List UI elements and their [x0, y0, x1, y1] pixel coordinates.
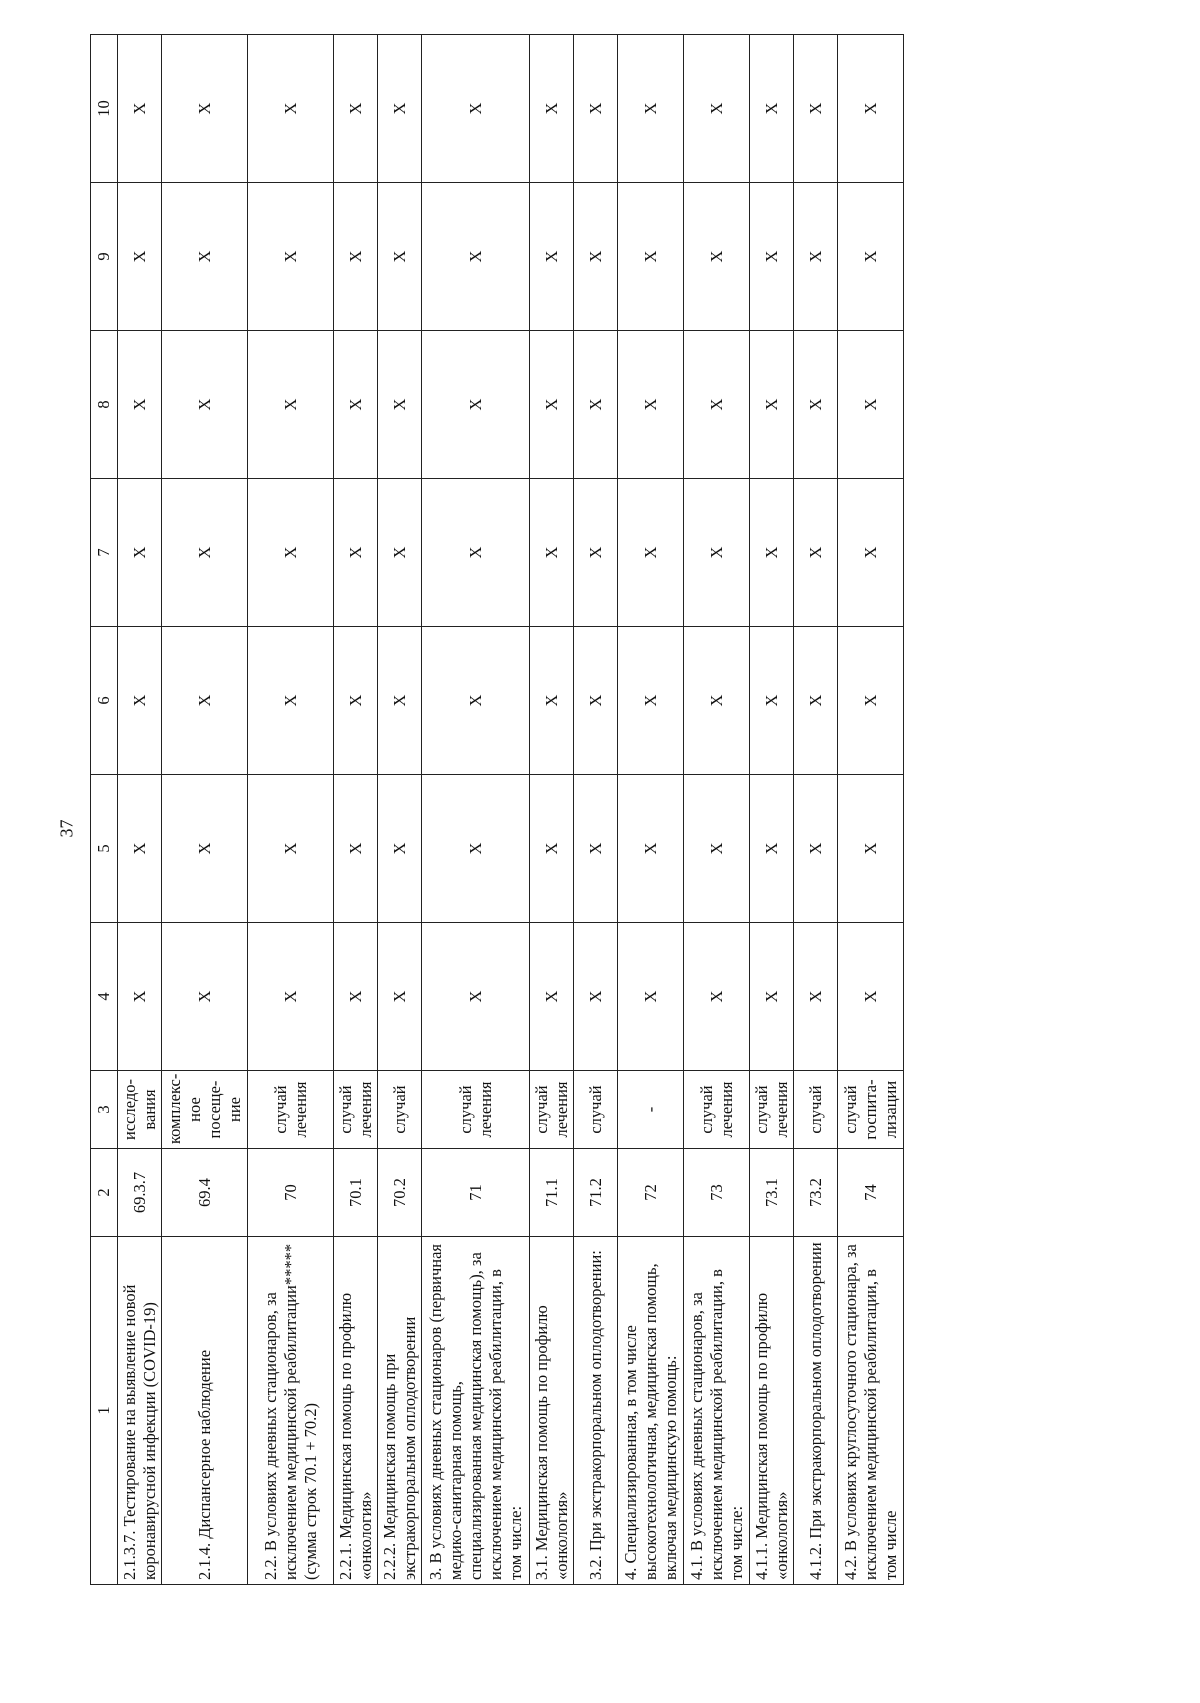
row-unit: случай лечения: [530, 1071, 574, 1149]
table-body: [91, 35, 904, 1585]
row-cell: X: [574, 331, 618, 479]
row-cell: X: [618, 627, 684, 775]
row-unit: случай: [574, 1071, 618, 1149]
header-row: [91, 35, 118, 1585]
row-cell: X: [248, 331, 334, 479]
row-cell: X: [248, 35, 334, 183]
row-cell: X: [162, 35, 248, 183]
row-cell: X: [334, 479, 378, 627]
row-cell: X: [574, 35, 618, 183]
row-unit: случай: [378, 1071, 422, 1149]
row-cell: X: [684, 183, 750, 331]
table-row: [334, 35, 378, 1585]
row-cell: X: [378, 183, 422, 331]
row-unit: -: [618, 1071, 684, 1149]
table-row: [618, 35, 684, 1585]
row-cell: X: [162, 331, 248, 479]
row-cell: X: [162, 627, 248, 775]
row-cell: X: [750, 923, 794, 1071]
row-name: 2.2. В условиях дневных стационаров, за исключением медицинской реабилитации***** (сумма строк 70.1 + 70.2): [248, 1237, 334, 1585]
row-number: 71: [422, 1149, 530, 1237]
row-cell: X: [334, 183, 378, 331]
row-name: 4.1.1. Медицинская помощь по профилю «онкология»: [750, 1237, 794, 1585]
row-name: 3.2. При экстракорпоральном оплодотворении:: [574, 1237, 618, 1585]
row-unit: комплекс-ное посеще-ние: [162, 1071, 248, 1149]
row-cell: X: [574, 627, 618, 775]
row-cell: X: [334, 627, 378, 775]
row-cell: X: [618, 775, 684, 923]
row-unit: исследо-вания: [118, 1071, 162, 1149]
row-cell: X: [618, 479, 684, 627]
row-name: 2.2.2. Медицинская помощь при экстракорпоральном оплодотворении: [378, 1237, 422, 1585]
row-number: 69.3.7: [118, 1149, 162, 1237]
row-number: 74: [838, 1149, 904, 1237]
row-number: 71.1: [530, 1149, 574, 1237]
row-cell: X: [750, 35, 794, 183]
row-cell: X: [684, 923, 750, 1071]
row-cell: X: [422, 627, 530, 775]
row-number: 73: [684, 1149, 750, 1237]
row-cell: X: [530, 331, 574, 479]
row-cell: X: [334, 35, 378, 183]
row-cell: X: [618, 923, 684, 1071]
row-number: 71.2: [574, 1149, 618, 1237]
row-cell: X: [750, 627, 794, 775]
row-cell: X: [248, 775, 334, 923]
row-cell: X: [422, 331, 530, 479]
row-unit: случай лечения: [248, 1071, 334, 1149]
row-cell: X: [422, 183, 530, 331]
row-cell: X: [378, 331, 422, 479]
table-row: [378, 35, 422, 1585]
row-cell: X: [838, 775, 904, 923]
header-cell: 3: [91, 1071, 118, 1149]
header-cell: 10: [91, 35, 118, 183]
row-cell: X: [162, 775, 248, 923]
row-cell: X: [248, 479, 334, 627]
table-row: [118, 35, 162, 1585]
row-cell: X: [838, 183, 904, 331]
row-cell: X: [618, 35, 684, 183]
row-cell: X: [750, 479, 794, 627]
row-cell: X: [618, 331, 684, 479]
row-cell: X: [422, 775, 530, 923]
row-cell: X: [530, 183, 574, 331]
row-unit: случай лечения: [684, 1071, 750, 1149]
row-cell: X: [334, 331, 378, 479]
row-cell: X: [530, 627, 574, 775]
header-cell: 8: [91, 331, 118, 479]
row-cell: X: [684, 627, 750, 775]
row-cell: X: [378, 35, 422, 183]
table-row: [530, 35, 574, 1585]
row-unit: случай: [794, 1071, 838, 1149]
row-cell: X: [794, 35, 838, 183]
row-name: 3.1. Медицинская помощь по профилю «онкология»: [530, 1237, 574, 1585]
row-cell: X: [684, 479, 750, 627]
row-cell: X: [118, 775, 162, 923]
row-cell: X: [838, 331, 904, 479]
row-cell: X: [618, 183, 684, 331]
row-name: 3. В условиях дневных стационаров (первичная медико-санитарная помощь, специализированная медицинская помощь), за исключением медицинской реабилитации, в том числе:: [422, 1237, 530, 1585]
row-name: 4.1. В условиях дневных стационаров, за исключением медицинской реабилитации, в том числе:: [684, 1237, 750, 1585]
row-cell: X: [794, 923, 838, 1071]
row-name: 2.1.4. Диспансерное наблюдение: [162, 1237, 248, 1585]
row-cell: X: [794, 775, 838, 923]
row-name: 2.1.3.7. Тестирование на выявление новой коронавирусной инфекции (COVID-19): [118, 1237, 162, 1585]
row-cell: X: [162, 183, 248, 331]
table-row: [684, 35, 750, 1585]
row-cell: X: [794, 479, 838, 627]
row-cell: X: [162, 923, 248, 1071]
row-cell: X: [838, 627, 904, 775]
row-name: 2.2.1. Медицинская помощь по профилю «онкология»: [334, 1237, 378, 1585]
row-cell: X: [750, 775, 794, 923]
row-cell: X: [794, 627, 838, 775]
row-unit: случай лечения: [334, 1071, 378, 1149]
header-cell: 2: [91, 1149, 118, 1237]
row-number: 73.2: [794, 1149, 838, 1237]
header-cell: 5: [91, 775, 118, 923]
row-cell: X: [574, 923, 618, 1071]
row-unit: случай лечения: [750, 1071, 794, 1149]
row-unit: случай лечения: [422, 1071, 530, 1149]
row-cell: X: [574, 479, 618, 627]
row-name: 4.2. В условиях круглосуточного стационара, за исключением медицинской реабилитации, в том числе: [838, 1237, 904, 1585]
table-row: [750, 35, 794, 1585]
table-row: [162, 35, 248, 1585]
row-cell: X: [118, 35, 162, 183]
row-cell: X: [378, 479, 422, 627]
table-row: [838, 35, 904, 1585]
row-unit: случай госпита-лизации: [838, 1071, 904, 1149]
header-cell: 4: [91, 923, 118, 1071]
row-cell: X: [530, 35, 574, 183]
row-number: 69.4: [162, 1149, 248, 1237]
row-name: 4. Специализированная, в том числе высокотехнологичная, медицинская помощь, включая медицинскую помощь:: [618, 1237, 684, 1585]
table-row: [574, 35, 618, 1585]
row-cell: X: [750, 183, 794, 331]
table-row: [422, 35, 530, 1585]
data-table: [90, 34, 904, 1585]
row-cell: X: [794, 331, 838, 479]
header-cell: 6: [91, 627, 118, 775]
rotated-table-wrapper: [90, 35, 1090, 1585]
row-cell: X: [574, 183, 618, 331]
table-row: [248, 35, 334, 1585]
header-cell: 1: [91, 1237, 118, 1585]
table-row: [794, 35, 838, 1585]
row-cell: X: [162, 479, 248, 627]
row-cell: X: [118, 627, 162, 775]
row-number: 73.1: [750, 1149, 794, 1237]
row-cell: X: [750, 331, 794, 479]
row-cell: X: [248, 923, 334, 1071]
row-cell: X: [334, 923, 378, 1071]
row-cell: X: [684, 35, 750, 183]
row-number: 70.2: [378, 1149, 422, 1237]
row-cell: X: [378, 775, 422, 923]
row-cell: X: [334, 775, 378, 923]
row-cell: X: [574, 775, 618, 923]
row-cell: X: [684, 775, 750, 923]
row-name: 4.1.2. При экстракорпоральном оплодотворении: [794, 1237, 838, 1585]
row-cell: X: [530, 923, 574, 1071]
row-cell: X: [684, 331, 750, 479]
row-cell: X: [422, 479, 530, 627]
row-cell: X: [838, 479, 904, 627]
row-cell: X: [248, 183, 334, 331]
row-cell: X: [530, 479, 574, 627]
row-cell: X: [118, 479, 162, 627]
row-cell: X: [422, 923, 530, 1071]
row-number: 70: [248, 1149, 334, 1237]
row-cell: X: [838, 923, 904, 1071]
row-cell: X: [838, 35, 904, 183]
row-cell: X: [248, 627, 334, 775]
row-cell: X: [118, 183, 162, 331]
header-cell: 7: [91, 479, 118, 627]
row-cell: X: [118, 331, 162, 479]
row-cell: X: [378, 627, 422, 775]
header-cell: 9: [91, 183, 118, 331]
row-cell: X: [378, 923, 422, 1071]
row-cell: X: [118, 923, 162, 1071]
row-number: 70.1: [334, 1149, 378, 1237]
row-cell: X: [794, 183, 838, 331]
row-cell: X: [530, 775, 574, 923]
page-number: 37: [56, 819, 77, 838]
row-cell: X: [422, 35, 530, 183]
row-number: 72: [618, 1149, 684, 1237]
